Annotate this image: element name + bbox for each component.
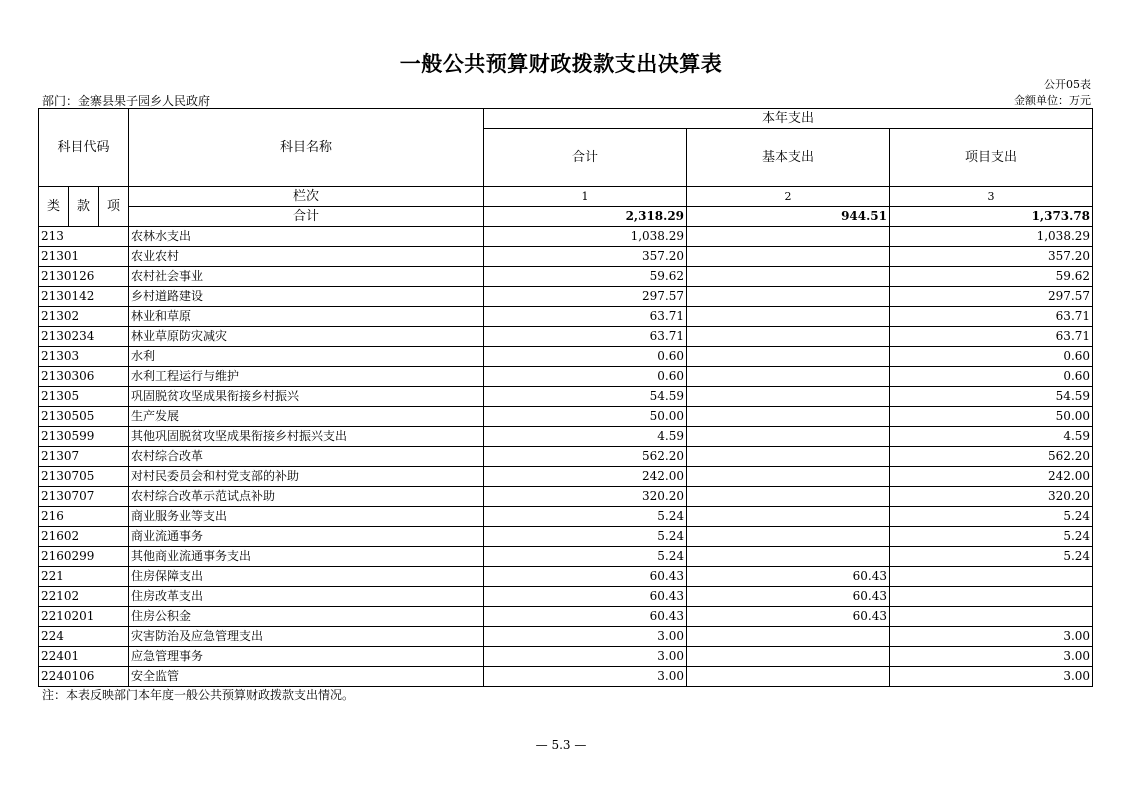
row-basic	[687, 627, 890, 647]
row-basic: 60.43	[687, 587, 890, 607]
row-basic	[687, 527, 890, 547]
row-code: 22102	[39, 587, 129, 607]
header-col3: 3	[890, 187, 1093, 207]
row-project: 63.71	[890, 307, 1093, 327]
table-row	[39, 627, 1093, 647]
table-row	[39, 667, 1093, 687]
header-current-year: 本年支出	[484, 109, 1093, 129]
row-project: 320.20	[890, 487, 1093, 507]
page-number: — 5.3 —	[535, 738, 587, 752]
table-row	[39, 647, 1093, 667]
row-code: 2130126	[39, 267, 129, 287]
row-name: 商业服务业等支出	[129, 507, 484, 527]
row-total: 3.00	[484, 647, 687, 667]
sum-basic: 944.51	[687, 207, 890, 227]
row-project: 5.24	[890, 507, 1093, 527]
row-total: 63.71	[484, 327, 687, 347]
row-name: 农村社会事业	[129, 267, 484, 287]
row-name: 其他巩固脱贫攻坚成果衔接乡村振兴支出	[129, 427, 484, 447]
row-project: 50.00	[890, 407, 1093, 427]
row-code: 21602	[39, 527, 129, 547]
row-name: 安全监管	[129, 667, 484, 687]
row-name: 商业流通事务	[129, 527, 484, 547]
expenditure-table	[38, 108, 1093, 687]
header-xiang: 项	[99, 187, 129, 227]
header-code: 科目代码	[39, 109, 129, 187]
row-total: 59.62	[484, 267, 687, 287]
row-code: 2160299	[39, 547, 129, 567]
row-project: 4.59	[890, 427, 1093, 447]
row-code: 21305	[39, 387, 129, 407]
row-total: 5.24	[484, 527, 687, 547]
header-basic: 基本支出	[687, 129, 890, 187]
row-name: 其他商业流通事务支出	[129, 547, 484, 567]
row-total: 297.57	[484, 287, 687, 307]
row-total: 50.00	[484, 407, 687, 427]
row-total: 4.59	[484, 427, 687, 447]
row-project: 5.24	[890, 547, 1093, 567]
row-basic	[687, 227, 890, 247]
row-project: 5.24	[890, 527, 1093, 547]
row-project	[890, 567, 1093, 587]
row-code: 2130505	[39, 407, 129, 427]
table-row	[39, 387, 1093, 407]
header-total: 合计	[484, 129, 687, 187]
row-project: 0.60	[890, 367, 1093, 387]
row-total: 242.00	[484, 467, 687, 487]
row-basic	[687, 647, 890, 667]
row-name: 乡村道路建设	[129, 287, 484, 307]
row-project: 242.00	[890, 467, 1093, 487]
row-code: 2130142	[39, 287, 129, 307]
row-project: 357.20	[890, 247, 1093, 267]
table-row	[39, 427, 1093, 447]
row-code: 2130705	[39, 467, 129, 487]
row-name: 农业农村	[129, 247, 484, 267]
row-name: 住房改革支出	[129, 587, 484, 607]
row-total: 0.60	[484, 347, 687, 367]
row-name: 农林水支出	[129, 227, 484, 247]
row-total: 54.59	[484, 387, 687, 407]
row-code: 2210201	[39, 607, 129, 627]
row-basic	[687, 387, 890, 407]
table-row	[39, 507, 1093, 527]
header-column-no: 栏次	[129, 187, 484, 207]
table-row	[39, 607, 1093, 627]
table-row	[39, 347, 1093, 367]
row-total: 1,038.29	[484, 227, 687, 247]
row-total: 0.60	[484, 367, 687, 387]
table-row	[39, 587, 1093, 607]
row-project: 297.57	[890, 287, 1093, 307]
row-basic	[687, 427, 890, 447]
row-code: 21303	[39, 347, 129, 367]
table-row	[39, 467, 1093, 487]
row-code: 2130306	[39, 367, 129, 387]
table-row	[39, 287, 1093, 307]
row-code: 2130707	[39, 487, 129, 507]
header-col2: 2	[687, 187, 890, 207]
row-name: 农村综合改革	[129, 447, 484, 467]
row-code: 224	[39, 627, 129, 647]
footnote: 注：本表反映部门本年度一般公共预算财政拨款支出情况。	[42, 688, 355, 702]
row-code: 21301	[39, 247, 129, 267]
row-name: 对村民委员会和村党支部的补助	[129, 467, 484, 487]
row-name: 林业草原防灾减灾	[129, 327, 484, 347]
row-name: 水利	[129, 347, 484, 367]
row-total: 320.20	[484, 487, 687, 507]
row-code: 2240106	[39, 667, 129, 687]
row-name: 林业和草原	[129, 307, 484, 327]
row-basic	[687, 447, 890, 467]
row-project: 0.60	[890, 347, 1093, 367]
row-total: 3.00	[484, 627, 687, 647]
row-project: 1,038.29	[890, 227, 1093, 247]
row-basic	[687, 347, 890, 367]
row-basic	[687, 507, 890, 527]
table-row	[39, 567, 1093, 587]
table-row	[39, 367, 1093, 387]
table-row	[39, 307, 1093, 327]
row-basic	[687, 307, 890, 327]
row-basic	[687, 247, 890, 267]
row-code: 213	[39, 227, 129, 247]
table-row	[39, 447, 1093, 467]
row-total: 5.24	[484, 547, 687, 567]
row-total: 5.24	[484, 507, 687, 527]
row-code: 21307	[39, 447, 129, 467]
page-title: 一般公共预算财政拨款支出决算表	[399, 52, 723, 76]
row-total: 60.43	[484, 567, 687, 587]
row-project	[890, 607, 1093, 627]
row-code: 216	[39, 507, 129, 527]
row-project: 63.71	[890, 327, 1093, 347]
row-code: 221	[39, 567, 129, 587]
row-total: 60.43	[484, 587, 687, 607]
header-name: 科目名称	[129, 109, 484, 187]
row-project: 3.00	[890, 667, 1093, 687]
row-code: 21302	[39, 307, 129, 327]
table-row	[39, 247, 1093, 267]
department-label: 部门：金寨县果子园乡人民政府	[42, 94, 211, 108]
unit-label: 金额单位：万元	[1014, 94, 1091, 107]
row-project: 562.20	[890, 447, 1093, 467]
row-project	[890, 587, 1093, 607]
row-basic	[687, 327, 890, 347]
row-basic	[687, 287, 890, 307]
row-basic	[687, 547, 890, 567]
row-name: 农村综合改革示范试点补助	[129, 487, 484, 507]
header-project: 项目支出	[890, 129, 1093, 187]
row-name: 生产发展	[129, 407, 484, 427]
row-basic: 60.43	[687, 607, 890, 627]
row-total: 3.00	[484, 667, 687, 687]
table-row	[39, 487, 1093, 507]
header-kuan: 款	[69, 187, 99, 227]
sum-label: 合计	[129, 207, 484, 227]
row-total: 60.43	[484, 607, 687, 627]
row-name: 水利工程运行与维护	[129, 367, 484, 387]
table-row	[39, 527, 1093, 547]
table-row	[39, 227, 1093, 247]
header-lei: 类	[39, 187, 69, 227]
row-basic	[687, 407, 890, 427]
table-row	[39, 267, 1093, 287]
row-code: 22401	[39, 647, 129, 667]
row-basic	[687, 367, 890, 387]
row-basic	[687, 467, 890, 487]
row-total: 63.71	[484, 307, 687, 327]
row-project: 3.00	[890, 627, 1093, 647]
table-row	[39, 547, 1093, 567]
table-row	[39, 407, 1093, 427]
row-project: 59.62	[890, 267, 1093, 287]
row-basic	[687, 487, 890, 507]
row-total: 357.20	[484, 247, 687, 267]
row-name: 巩固脱贫攻坚成果衔接乡村振兴	[129, 387, 484, 407]
row-project: 3.00	[890, 647, 1093, 667]
row-name: 应急管理事务	[129, 647, 484, 667]
row-basic: 60.43	[687, 567, 890, 587]
row-name: 灾害防治及应急管理支出	[129, 627, 484, 647]
sum-project: 1,373.78	[890, 207, 1093, 227]
row-basic	[687, 667, 890, 687]
row-total: 562.20	[484, 447, 687, 467]
sum-total: 2,318.29	[484, 207, 687, 227]
row-code: 2130234	[39, 327, 129, 347]
row-name: 住房保障支出	[129, 567, 484, 587]
header-col1: 1	[484, 187, 687, 207]
row-name: 住房公积金	[129, 607, 484, 627]
row-basic	[687, 267, 890, 287]
table-row	[39, 327, 1093, 347]
form-code: 公开05表	[1044, 78, 1091, 91]
row-code: 2130599	[39, 427, 129, 447]
row-project: 54.59	[890, 387, 1093, 407]
